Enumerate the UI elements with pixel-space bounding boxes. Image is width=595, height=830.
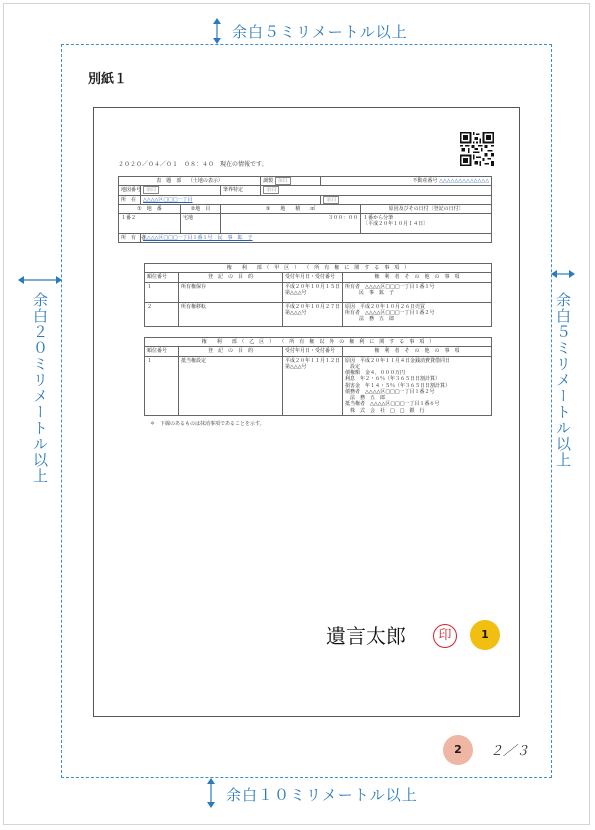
otsuku-row-1 xyxy=(145,356,492,415)
shozai-value: △△△△区□□□一丁目 xyxy=(143,196,193,203)
fudosan-value: △△△△△△△△△△△△△ xyxy=(439,178,490,184)
col-genin: 原因及びその日付〔登記の日付〕 xyxy=(361,204,492,213)
kouku-title-row xyxy=(145,264,492,273)
qr-code-icon xyxy=(460,132,494,166)
otsuku-sonota-line: 損害金 年１４・５％（年３６５日日割計算） xyxy=(345,382,451,389)
left-margin-label: 余白２０ミリメートル以上 xyxy=(31,292,49,484)
owner-value: △△△△区□□□一丁目１番１号 民 事 鉱 子 xyxy=(143,235,253,241)
kouku-row-2-mokuteki: 所有権移転 xyxy=(179,302,283,326)
chizu-value: 余白 xyxy=(143,186,159,194)
kouku-row-2-sonota-1: 原因 平成２０年１０月２６日売買 xyxy=(345,303,426,310)
otsuku-row-1-mokuteki: 抵当権設定 xyxy=(179,356,283,415)
otsuku-sonota-line: 債務者 △△△△区□□□一丁目１番２号 xyxy=(345,388,435,395)
kouku-col-sonota: 権 利 者 そ の 他 の 事 項 xyxy=(343,273,492,282)
right-margin-arrow-icon xyxy=(551,268,575,280)
owner-row xyxy=(119,234,492,243)
chosei-label: 調製 xyxy=(263,178,274,184)
row-genin-2: 〔平成２０年１０月１４日〕 xyxy=(363,221,429,228)
otsuku-header-row xyxy=(145,347,492,356)
row-genin-1: １番から分筆 xyxy=(363,215,394,221)
kouku-title: 権 利 部 （ 甲 区 ） （ 所 有 権 に 関 す る 事 項 ） xyxy=(145,264,492,273)
kouku-row-1-uketsuke-no: 第△△△号 xyxy=(285,289,307,296)
col-chiseki: ③ 地 積 ㎡ xyxy=(221,204,361,213)
seal-stamp: 印 xyxy=(433,624,457,648)
row-chimoku: 宅地 xyxy=(181,214,221,234)
row-genin-cell xyxy=(361,214,492,234)
otsuku-col-jun: 順位番号 xyxy=(145,347,179,356)
kouku-row-1-uketsuke xyxy=(283,282,343,302)
top-margin-arrow-icon xyxy=(210,18,224,44)
kouku-row-2 xyxy=(145,302,492,326)
kouku-row-2-uketsuke-no: 第△△△号 xyxy=(285,309,307,316)
col-chimoku: ②地 目 xyxy=(181,204,221,213)
otsuku-title: 権 利 部 （ 乙 区 ） （ 所 有 権 以 外 の 権 利 に 関 す る 事 項 ） xyxy=(145,338,492,347)
otsuku-row-1-jun: １ xyxy=(145,356,179,415)
otsuku-col-sonota: 権 利 者 そ の 他 の 事 項 xyxy=(343,347,492,356)
otsuku-sonota-line: 債権額 金４，０００万円 xyxy=(345,370,406,376)
hyodai-data-row xyxy=(119,214,492,234)
chizu-value-cell xyxy=(141,186,221,195)
hikkai-value-cell xyxy=(261,186,492,195)
otsuku-sonota-line: 利息 年２・６％（年３６５日日割計算） xyxy=(345,376,441,383)
kouku-row-1-jun: １ xyxy=(145,282,179,302)
hyodai-title-row xyxy=(119,177,492,186)
shozai-value-cell xyxy=(141,195,321,204)
otsuku-table xyxy=(144,337,492,416)
row-chiseki: ３００：００ xyxy=(221,214,361,234)
attachment-label: 別紙１ xyxy=(88,72,128,87)
shozai-right: 余白 xyxy=(323,196,339,204)
hyodai-title-note: （土地の表示） xyxy=(187,178,223,184)
kouku-col-uketsuke: 受付年月日・受付番号 xyxy=(283,273,343,282)
otsuku-row-1-uketsuke xyxy=(283,356,343,415)
fudosan-cell xyxy=(321,177,492,186)
kouku-row-1-mokuteki: 所有権保存 xyxy=(179,282,283,302)
hikkai-label: 筆界特定 xyxy=(221,186,261,195)
kouku-header-row xyxy=(145,273,492,282)
document-header: ２０２０／０４／０１ ０８：４０ 現在の情報です。 xyxy=(118,161,268,168)
bottom-margin-label: 余白１０ミリメートル以上 xyxy=(226,786,418,804)
top-margin-label: 余白５ミリメートル以上 xyxy=(232,23,408,41)
page-number: ２／３ xyxy=(490,744,530,759)
col-chiban: ① 地 番 xyxy=(119,204,181,213)
otsuku-title-row xyxy=(145,338,492,347)
hyodai-table xyxy=(118,176,492,243)
kouku-row-2-jun: ２ xyxy=(145,302,179,326)
kouku-row-2-sonota-3: 法 務 五 郎 xyxy=(359,316,395,322)
right-margin-label: 余白５ミリメートル以上 xyxy=(554,292,572,468)
kouku-col-mokuteki: 登 記 の 目 的 xyxy=(179,273,283,282)
chosei-value: 余白 xyxy=(275,177,291,185)
otsuku-row-1-uketsuke-date: 平成２０年１１月１２日 xyxy=(285,357,341,364)
kouku-row-1-sonota xyxy=(343,282,492,302)
chosei-cell xyxy=(261,177,321,186)
kouku-row-2-uketsuke xyxy=(283,302,343,326)
hyodai-header-row xyxy=(119,204,492,213)
shozai-row xyxy=(119,195,492,204)
callout-badge-1: 1 xyxy=(470,620,500,650)
owner-value-cell xyxy=(141,234,492,243)
row-chiban: １番２ xyxy=(119,214,181,234)
bottom-margin-arrow-icon xyxy=(204,778,218,808)
otsuku-row-1-uketsuke-no: 第△△△号 xyxy=(285,363,307,370)
kouku-row-1-sonota-2: 民 事 鉱 子 xyxy=(359,289,395,296)
otsuku-sonota-line: 原因 平成２０年１１月４日金銭消費貸借同日 xyxy=(345,357,451,364)
kouku-table xyxy=(144,263,492,327)
hyodai-title-cell xyxy=(119,177,261,186)
otsuku-sonota-line: 設定 xyxy=(345,363,361,370)
hyodai-title: 表 題 部 xyxy=(156,178,182,184)
kouku-col-jun: 順位番号 xyxy=(145,273,179,282)
kouku-row-2-sonota xyxy=(343,302,492,326)
chizu-label: 地図番号 xyxy=(119,186,141,195)
otsuku-col-mokuteki: 登 記 の 目 的 xyxy=(179,347,283,356)
callout-badge-2: 2 xyxy=(443,735,473,765)
shozai-right-cell xyxy=(321,195,492,204)
underline-note: ＊ 下線のあるものは抹消事項であることを示す。 xyxy=(150,421,265,427)
fudosan-label: 不動産番号 xyxy=(412,178,438,184)
otsuku-sonota-line: 抵当権者 △△△△区□□□一丁目１番６号 xyxy=(345,401,440,408)
shozai-label: 所 在 xyxy=(119,195,141,204)
otsuku-sonota-line: 株 式 会 社 □ □ 銀 行 xyxy=(345,407,425,414)
kouku-row-2-sonota-2: 所有者 △△△△区□□□一丁目１番２号 xyxy=(345,309,435,316)
kouku-row-1 xyxy=(145,282,492,302)
otsuku-row-1-sonota xyxy=(343,356,492,415)
hikkai-value: 余白 xyxy=(263,186,279,194)
left-margin-arrow-icon xyxy=(18,274,62,286)
otsuku-sonota-line: 法 務 五 郎 xyxy=(345,395,386,401)
signature: 遺言太郎 xyxy=(326,624,406,648)
chizu-row xyxy=(119,186,492,195)
kouku-row-1-uketsuke-date: 平成２０年１０月１５日 xyxy=(285,283,341,290)
otsuku-col-uketsuke: 受付年月日・受付番号 xyxy=(283,347,343,356)
kouku-row-1-sonota-1: 所有者 △△△△区□□□一丁目１番１号 xyxy=(345,283,435,290)
kouku-row-2-uketsuke-date: 平成２０年１０月２７日 xyxy=(285,303,341,310)
owner-label: 所 有 者 xyxy=(119,234,141,243)
